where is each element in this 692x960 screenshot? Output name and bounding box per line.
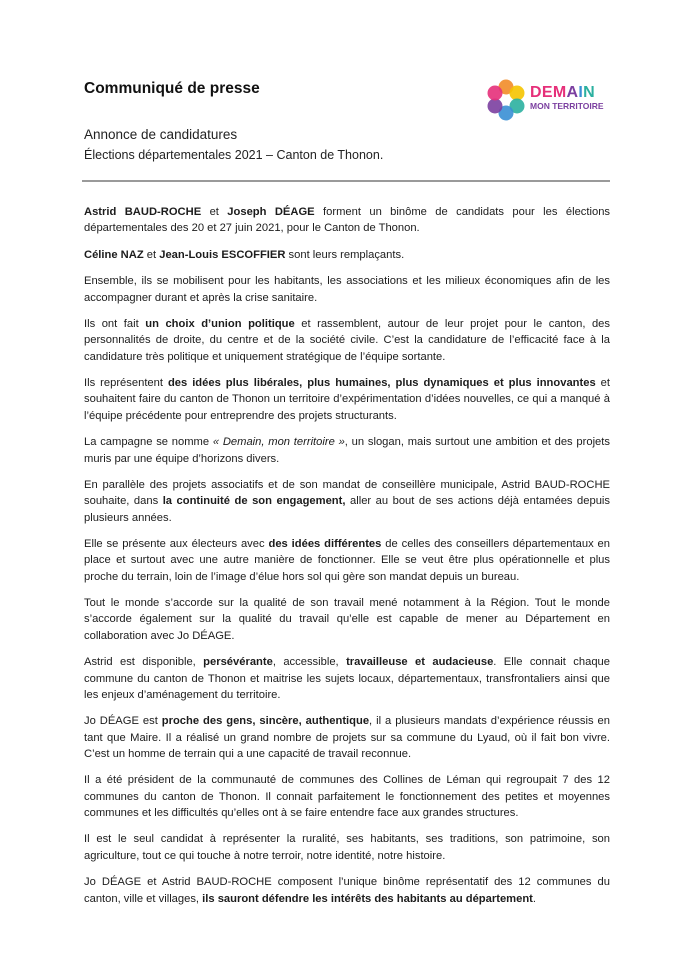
paragraph-10 [84,654,610,703]
paragraph-12 [84,772,610,821]
paragraph-2 [84,247,610,263]
bold-text: proche des gens, sincère, authentique [161,715,370,728]
text-run: . [532,892,537,905]
text-run: Ils représentent [84,377,168,390]
text-run: La campagne se nomme [84,436,213,449]
announcement-subtitle: Annonce de candidatures [84,127,238,142]
bold-text: Céline NAZ [84,248,144,261]
document-title: Communiqué de presse [84,80,260,97]
paragraph-14 [84,874,610,907]
text-run: . Elle connait chaque commune du canton de Thonon et maitrise les sujets locaux, départementaux, transfrontaliers ainsi que les enjeux d’aménagement du territoire. [84,656,610,701]
text-run: et rassemblent, autour de leur projet pour le canton, des personnalités de droite, du centre et de la société civile. C’est la candidature de l’efficacité face à la candidature très politique et uniquement stratégique de l’équipe sortante. [84,318,610,363]
text-run: Elle se présente aux électeurs avec [84,538,269,551]
bold-text: Joseph DÉAGE [227,206,315,218]
press-release-body [84,204,610,917]
bold-text: ils sauront défendre les intérêts des habitants au département [202,892,533,905]
paragraph-5 [84,375,610,424]
text-run: forment un binôme de candidats pour les élections départementales des 20 et 27 juin 2021, pour le Canton de Thonon. [84,206,611,235]
text-run: , il a plusieurs mandats d’expérience réussis en tant que Maire. Il a réalisé un grand nombre de projets sur sa commune du Lyaud, où il fait bon vivre. C’est un homme de terrain qui a une capacité de travail reconnue. [84,715,610,760]
logo-word-demain: DEMAIN [530,84,595,101]
paragraph-1 [84,204,610,237]
paragraph-7 [84,477,610,526]
bold-text: persévérante [203,656,273,669]
text-run: En parallèle des projets associatifs et de son mandat de conseillère municipale, Astrid BAUD-ROCHE souhaite, dans [84,478,610,508]
bold-text: Astrid BAUD-ROCHE [84,206,202,218]
text-run: et [201,206,228,218]
paragraph-3 [84,273,610,306]
bold-text: des idées plus libérales, plus humaines, plus dynamiques et plus innovantes [167,377,596,390]
text-run: sont leurs remplaçants. [285,248,405,261]
text-run: Ils ont fait [84,318,146,331]
text-run: , accessible, [272,656,347,669]
demain-mon-territoire-logo [484,78,614,122]
paragraph-6 [84,434,610,467]
text-run: Astrid est disponible, [84,656,204,669]
bold-text: des idées différentes [268,538,382,551]
text-run: aller au bout de ses actions déjà entamées depuis plusieurs années. [84,495,610,524]
paragraph-9 [84,595,610,644]
text-run: et [143,248,160,261]
paragraph-4 [84,316,610,365]
text-run: Il a été président de la communauté de communes des Collines de Léman qui regroupait 7 des 12 communes du canton de Thonon. Il connait parfaitement le fonctionnement des petites et moyennes communes et les difficultés qu’elles ont à se faire entendre face aux grandes structures. [84,774,610,819]
bold-text: Jean-Louis ESCOFFIER [159,248,286,261]
paragraph-13 [84,831,610,864]
text-run: Ensemble, ils se mobilisent pour les habitants, les associations et les milieux économiques afin de les accompagner durant et après la crise sanitaire. [84,275,610,304]
bold-text: la continuité de son engagement, [162,495,346,508]
text-run: Jo DÉAGE est [84,715,162,728]
text-run: Il est le seul candidat à représenter la ruralité, ses habitants, ses traditions, son patrimoine, son agriculture, tout ce qui touche à notre terroir, notre identité, notre histoire. [84,833,610,862]
text-run: de celles des conseillers départementaux en place et surtout avec une autre manière de fonctionner. Elle se veut être plus opérationnelle et plus proche du terrain, loin de l’image d’élue hors sol qui gère son mandat depuis un bureau. [84,538,611,583]
flower-logo-icon [484,78,528,122]
text-run: et souhaitent faire du canton de Thonon un territoire d’expérimentation d’idées nouvelles, ce qui a manqué à l’équipe précédente pour entreprendre des projets structurants. [84,377,610,422]
text-run: Tout le monde s’accorde sur la qualité de son travail mené notamment à la Région. Tout le monde s’accorde également sur la qualité du travail qu’elle est capable de mener au Département en collaboration avec Jo DÉAGE. [84,597,610,642]
text-run: Jo DÉAGE et Astrid BAUD-ROCHE composent l’unique binôme représentatif des 12 communes du canton, ville et villages, [84,876,610,905]
header-divider [82,180,610,182]
election-subtitle: Élections départementales 2021 – Canton de Thonon. [84,148,384,162]
bold-text: travailleuse et audacieuse [346,656,494,669]
paragraph-11 [84,713,610,762]
logo-word-mon-territoire: MON TERRITOIRE [530,101,604,111]
text-run: , un slogan, mais surtout une ambition et des projets muris par une équipe d’horizons divers. [84,436,610,465]
paragraph-8 [84,536,610,585]
italic-text: « Demain, mon territoire » [212,436,345,449]
bold-text: un choix d’union politique [145,318,295,331]
